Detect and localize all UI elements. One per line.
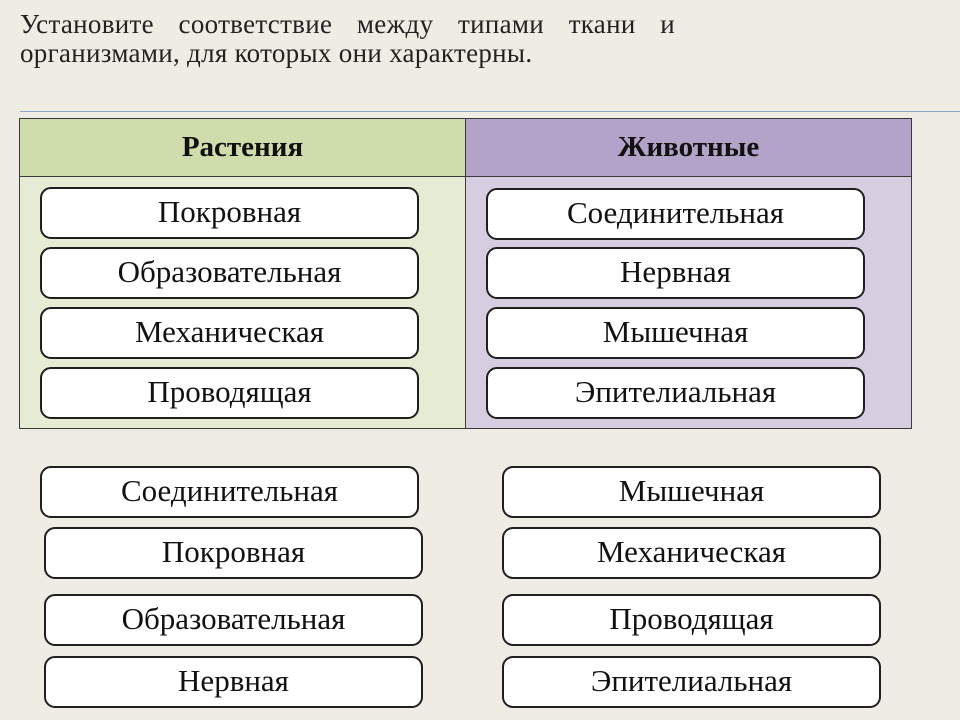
animals-card-2[interactable]: Нервная <box>486 247 865 299</box>
plants-column <box>20 119 466 428</box>
plants-drop-zone[interactable] <box>20 177 465 428</box>
pool-card-right-4[interactable]: Эпителиальная <box>502 656 881 708</box>
plants-card-3[interactable]: Механическая <box>40 307 419 359</box>
task-title: Установите соответствие между типами ткани и организмами, для которых они характерны. <box>20 9 675 68</box>
pool-card-left-4[interactable]: Нервная <box>44 656 423 708</box>
animals-card-1[interactable]: Соединительная <box>486 188 865 240</box>
animals-drop-zone[interactable] <box>466 177 911 428</box>
plants-card-2[interactable]: Образовательная <box>40 247 419 299</box>
animals-column <box>466 119 911 428</box>
plants-card-4[interactable]: Проводящая <box>40 367 419 419</box>
animals-card-4[interactable]: Эпителиальная <box>486 367 865 419</box>
pool-card-right-1[interactable]: Мышечная <box>502 466 881 518</box>
pool-card-right-3[interactable]: Проводящая <box>502 594 881 646</box>
matching-table <box>19 118 912 429</box>
plants-card-1[interactable]: Покровная <box>40 187 419 239</box>
pool-card-left-3[interactable]: Образовательная <box>44 594 423 646</box>
pool-card-left-2[interactable]: Покровная <box>44 527 423 579</box>
pool-card-left-1[interactable]: Соединительная <box>40 466 419 518</box>
animals-card-3[interactable]: Мышечная <box>486 307 865 359</box>
animals-header: Животные <box>466 119 911 177</box>
plants-header: Растения <box>20 119 465 177</box>
pool-card-right-2[interactable]: Механическая <box>502 527 881 579</box>
title-divider <box>20 111 960 112</box>
